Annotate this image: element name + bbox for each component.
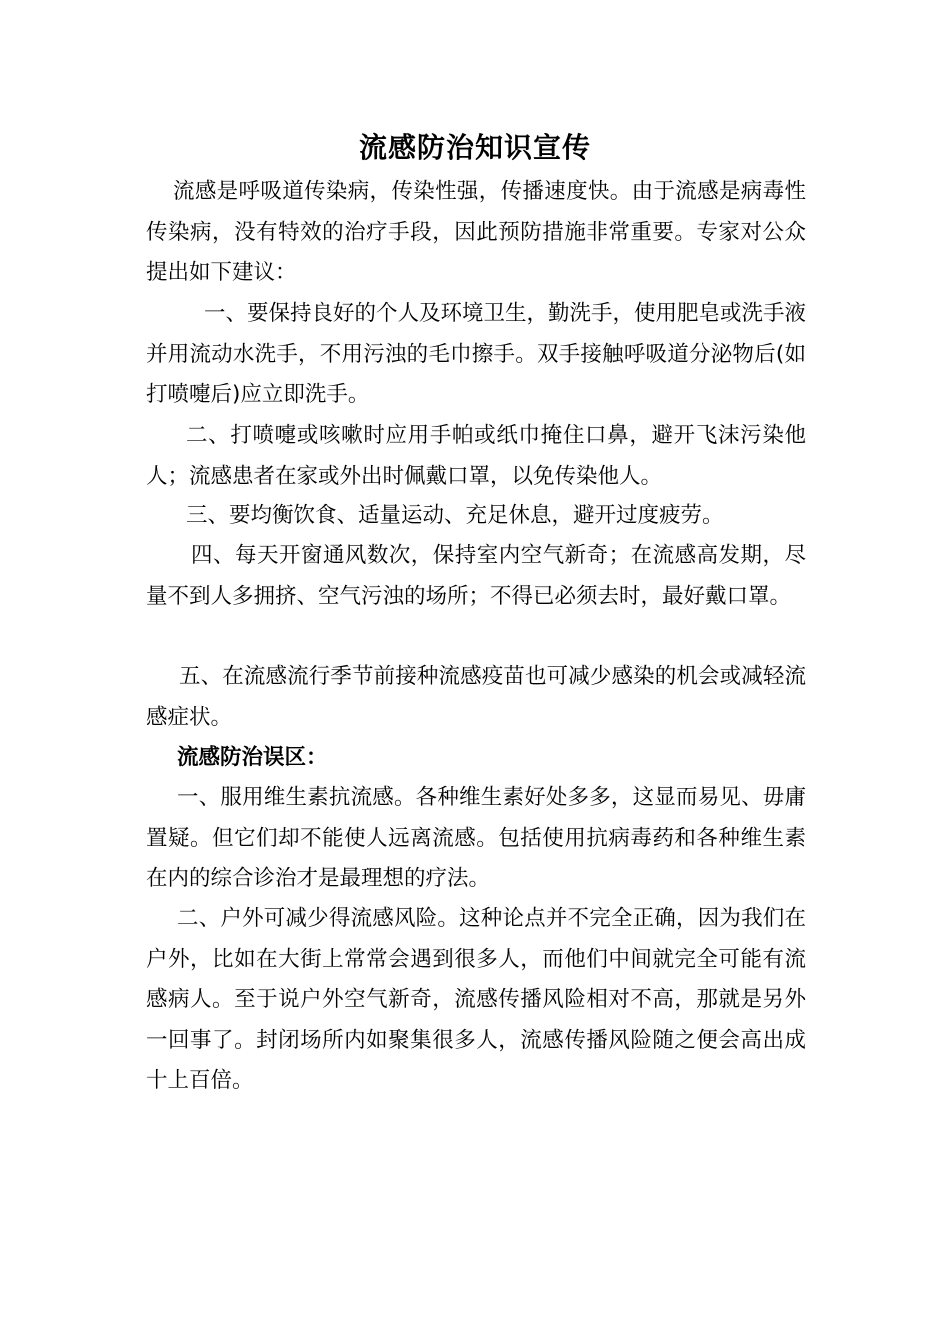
suggestion-3: 三、要均衡饮食、适量运动、充足休息，避开过度疲劳。 [186, 503, 724, 528]
suggestion-4: 四、每天开窗通风数次，保持室内空气新奇；在流感高发期，尽量不到人多拥挤、空气污浊的场所；不得已必须去时，最好戴口罩。 [146, 543, 806, 609]
misconception-2: 二、户外可减少得流感风险。这种论点并不完全正确，因为我们在户外，比如在大街上常常会遇到很多人，而他们中间就完全可能有流感病人。至于说户外空气新奇，流感传播风险相对不高，那就是另外一回事了。封闭场所内如聚集很多人，流感传播风险随之便会高出成十上百倍。 [146, 906, 806, 1093]
intro-paragraph: 流感是呼吸道传染病，传染性强，传播速度快。由于流感是病毒性传染病，没有特效的治疗手段，因此预防措施非常重要。专家对公众提出如下建议： [146, 179, 806, 285]
misconception-1: 一、服用维生素抗流感。各种维生素好处多多，这显而易见、毋庸置疑。但它们却不能使人远离流感。包括使用抗病毒药和各种维生素在内的综合诊治才是最理想的疗法。 [146, 785, 806, 891]
suggestion-1: 一、要保持良好的个人及环境卫生，勤洗手，使用肥皂或洗手液并用流动水洗手，不用污浊的毛巾擦手。双手接触呼吸道分泌物后(如打喷嚏后)应立即洗手。 [146, 301, 807, 407]
suggestion-5: 五、在流感流行季节前接种流感疫苗也可减少感染的机会或减轻流感症状。 [146, 664, 806, 730]
document-title: 流感防治知识宣传 [358, 131, 591, 164]
suggestion-2: 二、打喷嚏或咳嗽时应用手帕或纸巾掩住口鼻，避开飞沫污染他人；流感患者在家或外出时佩戴口罩，以免传染他人。 [146, 423, 806, 489]
misconceptions-heading: 流感防治误区： [177, 745, 328, 770]
